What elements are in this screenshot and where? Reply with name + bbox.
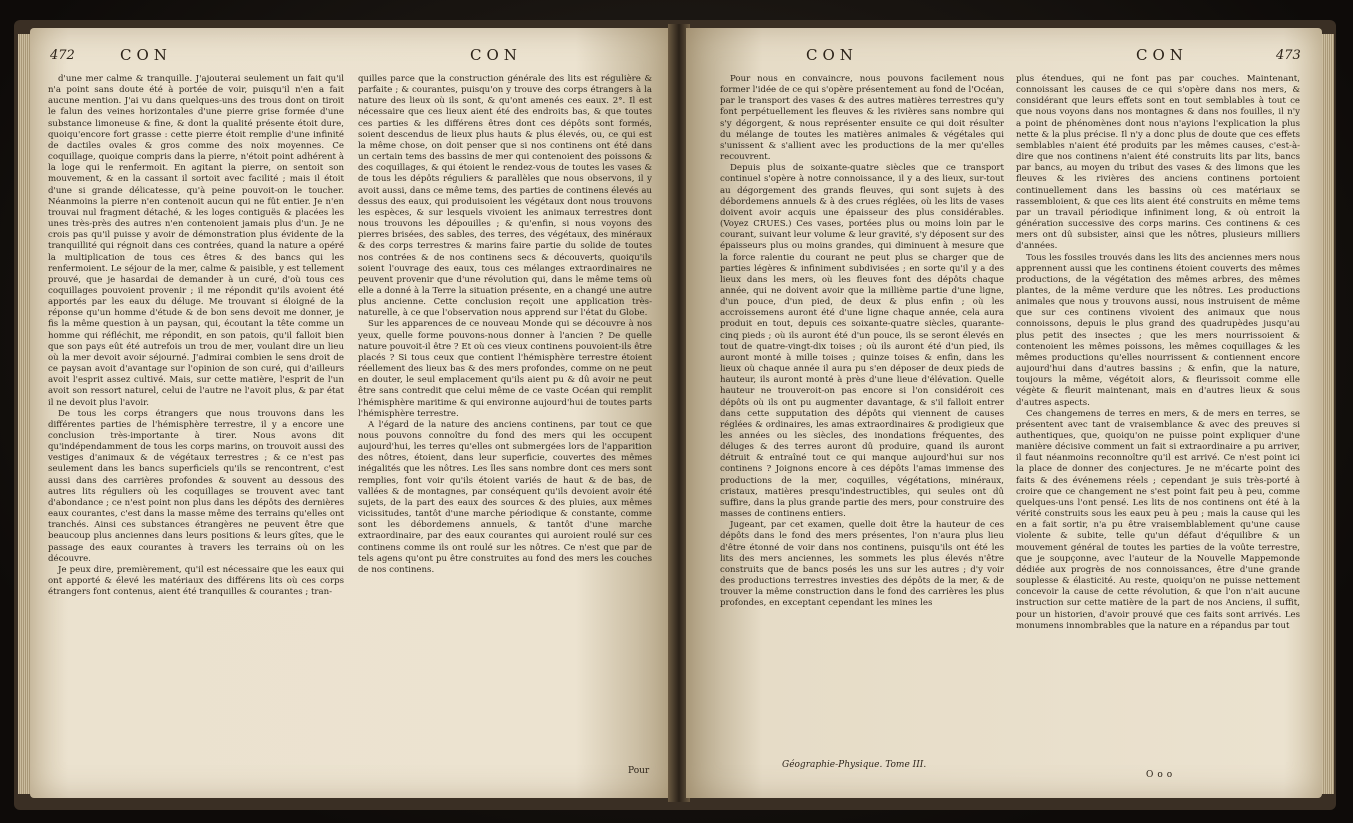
signature-mark: Ooo — [1146, 770, 1177, 780]
left-page — [30, 28, 672, 798]
paragraph: Depuis plus de soixante-quatre siècles que ce transport continuel s'opère à notre connoissance, il y a des lieux, sur-tout au dégorgement des grands fleuves, qui sont sujets à des débordemens annuels & à des crues réglées, où les lits de vases doivent avoir acquis une épaisseur des plus considérables. (Voyez CRUES.) Ces vases, portées plus ou moins loin par le courant, suivant leur volume & leur gravité, s'y déposent sur des épaisseurs plus ou moins grandes, qui diminuent à mesure que la force ralentie du courant ne peut plus se charger que de parties légères & infiniment subdivisées ; en sorte qu'il y a des lieux dans les mers, où les fleuves font des dépôts chaque année, qui ne doivent avoir que la millième partie d'une ligne, d'un pouce, d'un pied, de deux & plus enfin ; où les accroissemens auront été d'une ligne chaque année, cela aura produit en tout, depuis ces soixante-quatre siècles, quarante-cinq pieds ; où ils auront été d'un pouce, ils se seront élevés en tout de quatre-vingt-dix toises ; où ils auront été d'un pied, ils auront monté à mille toises ; quinze toises & enfin, dans les lieux où chaque année il aura pu s'en déposer de deux pieds de hauteur, ils auront monté à près d'une lieue d'élévation. Quelle hauteur ne trouveroit-on pas encore si l'on considéroit ces dépôts où ils ont pu augmenter davantage, & s'il falloit entrer dans cette supputation des dépôts qui viennent de causes réglées & ordinaires, les amas extraordinaires & prodigieux que les années ou les siècles, des inondations fréquentes, des déluges & des terres auront dû produire, quand ils auront détruit & entraîné tout ce qui manque aujourd'hui sur nos continens ? Joignons encore à ces dépôts l'amas immense des productions de la mer, coquilles, végétations, minéraux, cristaux, matières presqu'indestructibles, qui seules ont dû suffire, dans la plus grande partie des mers, pour construire des masses de continens entiers. — [720, 163, 1004, 520]
paragraph: Ces changemens de terres en mers, & de mers en terres, se présentent avec tant de vraisemblance & avec des preuves si authentiques, que, quoiqu'on ne puisse point expliquer d'une manière décisive comment un fait si extraordinaire a pu arriver, il faut néanmoins reconnoître qu'il est arrivé. Ce n'est point ici la place de donner des conjectures. Je ne m'écarte point des faits & des événemens réels ; cependant je suis très-porté à croire que ce changement ne s'est point fait peu à peu, comme quelques-uns l'ont pensé. Les lits de nos continens ont été à la vérité construits sous les eaux peu à peu ; mais la cause qui les en a fait sortir, n'a pu être vraisemblablement qu'une cause violente & subite, telle qu'un défaut d'équilibre & un mouvement général de toutes les parties de la voûte terrestre, que je soupçonne, avec l'auteur de la Nouvelle Mappemonde dédiée aux progrès de nos connoissances, être d'une grande souplesse & élasticité. Au reste, quoiqu'on ne puisse nettement concevoir la cause de cette révolution, & que l'on n'ait aucune instruction sur cette matière de la part de nos Anciens, il suffit, pour un historien, d'avoir prouvé que ces faits sont arrivés. Les monumens innombrables que la nature en a répandus par tout — [1016, 408, 1300, 631]
paragraph: d'une mer calme & tranquille. J'ajouterai seulement un fait qu'il n'a point sans doute été à portée de voir, puisqu'il n'en a fait aucune mention. J'ai vu dans quelques-uns des trous dont on tiroit le falun des veines horizontales d'une pierre grise formée d'une substance limoneuse & fine, & dont la qualité présente étoit dure, quoiqu'encore fort grasse : cette pierre étoit remplie d'une infinité de dactiles ovales & gros comme des noix moyennes. Ce coquillage, quoique compris dans la pierre, n'étoit point adhérent à la loge qui le renfermoit. En agitant la pierre, on sentoit son mouvement, & en la cassant il sortoit avec facilité ; mais il étoit d'une si grande délicatesse, qu'à peine pouvoit-on le toucher. Néanmoins la pierre n'en contenoit aucun qui ne fût entier. Je n'en trouvai nul fragment détaché, & les loges contiguës & placées les unes très-près des autres n'en contenoient jamais plus d'un. Je ne crois pas qu'il puisse y avoir de démonstration plus évidente de la tranquillité qui régnoit dans ces contrées, quand la nature a opéré la multiplication de tous ces êtres & des bancs qui les renfermoient. Le séjour de la mer, calme & paisible, y est tellement prouvé, que je hasardai de demander à un curé, d'où tous ces coquillages pouvoient provenir ; il me répondit qu'ils avoient été apportés par les eaux du déluge. Me trouvant si éloigné de la réponse qu'un homme d'étude & de bon sens devoit me donner, je fis la même question à un paysan, qui, écoutant la tête comme un homme qui réfléchit, me répondit, en son patois, qu'il falloit bien que son pays eût été autrefois un trou de mer, voulant dire un lieu où la mer devoit avoir séjourné. J'admirai combien le sens droit de ce paysan avoit d'avantage sur l'opinion de son curé, qui d'ailleurs avoit l'esprit assez cultivé. Mais, sur cette matière, l'esprit de l'un avoit son ressort naturel, celui de l'autre ne l'avoit plus, & par état il ne devoit plus l'avoir. — [48, 74, 344, 408]
left-column-2 — [358, 74, 652, 756]
paragraph: quilles parce que la construction générale des lits est régulière & parfaite ; & courantes, puisqu'on y trouve des corps étrangers à la nature des lieux où ils sont, & qu'ont amenés ces eaux. 2°. Il est nécessaire que ces lieux aient été des endroits bas, & que toutes ces parties & les différens êtres dont ces dépôts sont formés, soient descendus de lieux plus hauts & plus élevés, ou, ce qui est la même chose, on doit penser que si nos continens ont été dans un certain tems des bassins de mer qui contenoient des poissons & des coquillages, & qui étoient le rendez-vous de toutes les vases & de tous les dépôts réguliers & parallèles que nous observons, il y avoit aussi, dans ce même tems, des parties de continens élevés au dessus des eaux, qui produisoient les végétaux dont nous trouvons les espèces, & sur lesquels vivoient les animaux terrestres dont nous trouvons les dépouilles ; & qu'enfin, si nous voyons des pierres brisées, des sables, des terres, des végétaux, des minéraux & des corps terrestres & marins faire partie du solide de toutes nos contrées & de nos continens secs & découverts, quoiqu'ils soient l'ouvrage des eaux, tous ces mélanges extraordinaires ne peuvent provenir que d'une révolution qui, dans le même tems où elle a donné à la Terre la situation présente, en a changé une autre plus ancienne. Cette conclusion reçoit une application très-naturelle, à ce que l'observation nous apprend sur l'état du Globe. — [358, 74, 652, 319]
right-page-number: 473 — [1276, 48, 1301, 63]
paragraph: Tous les fossiles trouvés dans les lits des anciennes mers nous apprennent aussi que les continens étoient couverts des mêmes productions, de la végétation des mêmes arbres, des mêmes plantes, de la même verdure que les nôtres. Les productions animales que nous y trouvons aussi, nous instruisent de même que sur ces continens vivoient des animaux que nous connoissons, depuis le plus grand des quadrupèdes jusqu'au plus petit des insectes ; que les mers nourrissoient & contenoient les mêmes poissons, les mêmes coquillages & les mêmes productions qu'elles nourrissent & contiennent encore aujourd'hui dans d'autres bassins ; & enfin, que la nature, toujours la même, végétoit alors, & fleurissoit comme elle végète & fleurit maintenant, mais en d'autres lieux & sous d'autres aspects. — [1016, 252, 1300, 408]
paragraph: Pour nous en convaincre, nous pouvons facilement nous former l'idée de ce qui s'opère présentement au fond de l'Océan, par le transport des vases & des autres matières terrestres qu'y font perpétuellement les fleuves & les rivières sans nombre qui s'y dégorgent, & nous représenter ensuite ce qui doit résulter du mélange de toutes les matières animales & végétales qui s'unissent & s'allient avec les productions de la mer qu'elles recouvrent. — [720, 74, 1004, 163]
left-column-1 — [48, 74, 344, 768]
left-header-left: CON — [120, 46, 172, 64]
paragraph: Je peux dire, premièrement, qu'il est nécessaire que les eaux qui ont apporté & élevé les matériaux des différens lits où ces corps étrangers font contenus, aient été tranquilles & courantes ; tran- — [48, 564, 344, 598]
footer-title: Géographie-Physique. Tome III. — [782, 760, 927, 770]
left-page-number: 472 — [50, 48, 75, 63]
right-column-1 — [720, 74, 1004, 756]
right-header-right: CON — [1136, 46, 1188, 64]
right-header-left: CON — [806, 46, 858, 64]
left-header-right: CON — [470, 46, 522, 64]
paragraph: Sur les apparences de ce nouveau Monde qui se découvre à nos yeux, quelle forme pouvons-nous donner à l'ancien ? De quelle nature pouvoit-il être ? Et où ces vieux continens pouvoient-ils être placés ? Si tous ceux que contient l'hémisphère terrestre étoient réellement des lieux bas & des mers profondes, comme on ne peut en douter, le seul emplacement qu'ils aient pu & dû avoir ne peut être sans contredit que celui même de ce vaste Océan qui remplit l'hémisphère maritime & qui environne aujourd'hui de toutes parts l'hémisphère terrestre. — [358, 319, 652, 419]
paragraph: plus étendues, qui ne font pas par couches. Maintenant, connoissant les causes de ce qui s'opère dans nos mers, & considérant que leurs effets sont en tout semblables à tout ce que nous voyons dans nos montagnes & dans nos fouilles, il n'y a point de phénomènes dont nous n'ayions l'explication la plus nette & la plus précise. Il n'y a donc plus de doute que ces effets semblables n'aient été produits par les mêmes causes, c'est-à-dire que nos continens n'aient été construits lits par lits, bancs par bancs, au moyen du tribut des vases & des limons que les fleuves & les rivières des anciens continens portoient continuellement dans les bassins où ces matériaux se rassembloient, & que ces lits aient été construits en même tems par un travail périodique infiniment long, & où entroit la génération successive des corps marins. Ces continens & ces mers ont dû subsister, ainsi que les nôtres, plusieurs milliers d'années. — [1016, 74, 1300, 252]
catchword: Pour — [628, 766, 650, 776]
right-page — [686, 28, 1322, 798]
paragraph: De tous les corps étrangers que nous trouvons dans les différentes parties de l'hémisphère terrestre, il y a encore une conclusion très-importante à tirer. Nous avons dit qu'indépendamment de tous les corps marins, on trouvoit aussi des vestiges d'animaux & de végétaux terrestres ; & ce n'est pas seulement dans les bancs superficiels qu'ils se rencontrent, c'est aussi dans des carrières profondes & souvent au dessous des autres lits réguliers où les coquillages se trouvent avec tant d'abondance ; ce n'est point non plus dans les dépôts des dernières eaux courantes, c'est dans la masse même des terrains qu'elles ont tranchés. Ainsi ces substances étrangères ne peuvent être que beaucoup plus anciennes dans leurs positions & leurs gîtes, que le passage des eaux courantes à travers les terrains où on les découvre. — [48, 408, 344, 564]
right-column-2 — [1016, 74, 1300, 768]
paragraph: A l'égard de la nature des anciens continens, par tout ce que nous pouvons connoître du fond des mers qui les occupent aujourd'hui, les terres qu'elles ont submergées lors de l'apparition des nôtres, étoient, dans leur superficie, couvertes des mêmes inégalités que les nôtres. Les îles sans nombre dont ces mers sont remplies, font voir qu'ils étoient variés de haut & de bas, de vallées & de montagnes, par conséquent qu'ils devoient avoir été sujets, de la part des eaux des sources & des pluies, aux mêmes vicissitudes, tantôt d'une marche périodique & constante, comme sont les débordemens annuels, & tantôt d'une marche extraordinaire, par des eaux courantes qui auroient roulé sur ces continens comme ils ont roulé sur les nôtres. Ce n'est que par de tels agens qu'ont pu être construites au fond des mers les couches de nos continens. — [358, 419, 652, 575]
paragraph: Jugeant, par cet examen, quelle doit être la hauteur de ces dépôts dans le fond des mers présentes, l'on n'aura plus lieu d'être étonné de voir dans nos continens, puisqu'ils ont été les lits des mers anciennes, les sommets les plus élevés n'être construits que de bancs posés les uns sur les autres ; d'y voir des productions terrestres investies des dépôts de la mer, & de trouver la même construction dans le fond des carrières les plus profondes, en exceptant cependant les mines les — [720, 520, 1004, 609]
page-edges-right — [1320, 34, 1334, 794]
